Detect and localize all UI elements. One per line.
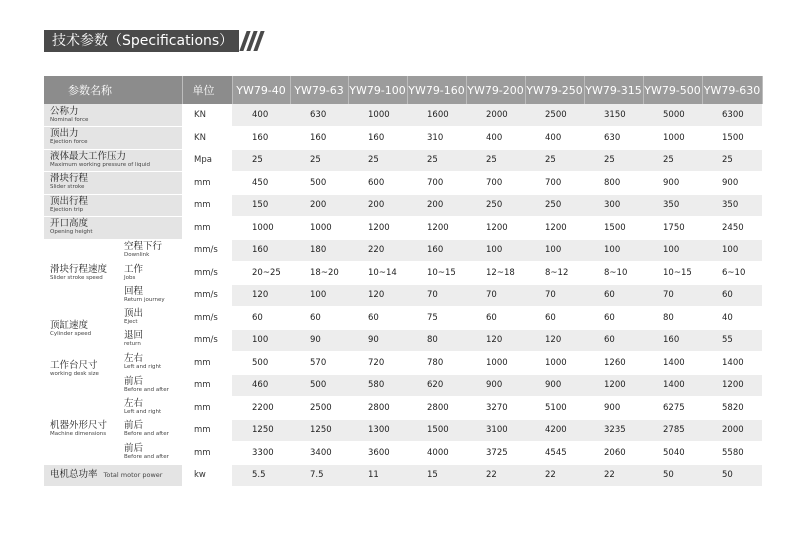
table-cell: 1000: [525, 352, 584, 375]
table-cell: 25: [525, 149, 584, 172]
table-cell: 6275: [643, 397, 702, 420]
row-sublabel: 机器外形尺寸 Machine dimensions 前后 Before and after: [44, 419, 182, 442]
row-sublabel: 滑块行程速度 Slider stroke speed 工作 Jobs: [44, 262, 182, 285]
table-cell: 200: [348, 194, 407, 217]
table-cell: 100: [525, 239, 584, 262]
table-cell: 3100: [466, 419, 525, 442]
table-cell: 8~12: [525, 262, 584, 285]
table-cell: 7.5: [290, 464, 348, 487]
table-cell: 22: [466, 464, 525, 487]
table-cell: 12~18: [466, 262, 525, 285]
row-sublabel: 顶出 Eject: [44, 307, 182, 330]
row-machine-fb2: [44, 442, 762, 465]
table-cell: 310: [407, 127, 466, 150]
table-cell: 100: [232, 329, 290, 352]
table-cell: 2800: [348, 397, 407, 420]
table-cell: 70: [466, 284, 525, 307]
group-label-cylinder-speed: 顶缸速度 Cylinder speed: [50, 319, 92, 337]
table-cell: 400: [466, 127, 525, 150]
table-cell: 25: [584, 149, 643, 172]
row-unit: Mpa: [182, 149, 232, 172]
table-cell: 400: [232, 104, 290, 127]
table-cell: 3150: [584, 104, 643, 127]
row-sublabel: 空程下行 Downlink: [44, 239, 182, 262]
table-cell: 1200: [466, 217, 525, 240]
table-cell: 1000: [290, 217, 348, 240]
table-cell: 90: [290, 329, 348, 352]
row-max-pressure: [44, 149, 762, 172]
table-cell: 250: [525, 194, 584, 217]
table-cell: 1200: [407, 217, 466, 240]
row-speed-downlink: [44, 239, 762, 262]
table-cell: 3235: [584, 419, 643, 442]
table-cell: 3300: [232, 442, 290, 465]
row-label: 液体最大工作压力 Maximum working pressure of liquid: [44, 149, 182, 172]
header-model: YW79-315: [584, 76, 643, 104]
row-slider-stroke: [44, 172, 762, 195]
table-cell: 25: [702, 149, 762, 172]
table-cell: 900: [702, 172, 762, 195]
row-sublabel: 左右 Left and right: [44, 397, 182, 420]
table-cell: 4000: [407, 442, 466, 465]
row-speed-return: [44, 284, 762, 307]
table-cell: 25: [466, 149, 525, 172]
table-cell: 6300: [702, 104, 762, 127]
row-label: 开口高度 Opening height: [44, 217, 182, 240]
table-cell: 10~14: [348, 262, 407, 285]
table-cell: 630: [290, 104, 348, 127]
table-cell: 22: [584, 464, 643, 487]
table-cell: 15: [407, 464, 466, 487]
table-cell: 60: [525, 307, 584, 330]
table-cell: 900: [525, 374, 584, 397]
table-cell: 300: [584, 194, 643, 217]
table-cell: 2200: [232, 397, 290, 420]
row-sublabel: 顶缸速度 Cylinder speed 退回 return: [44, 329, 182, 352]
table-cell: 11: [348, 464, 407, 487]
table-cell: 570: [290, 352, 348, 375]
table-cell: 8~10: [584, 262, 643, 285]
row-motor-power: [44, 464, 762, 487]
row-ejection-force: [44, 127, 762, 150]
table-cell: 25: [232, 149, 290, 172]
table-cell: 900: [643, 172, 702, 195]
row-opening-height: [44, 217, 762, 240]
table-cell: 25: [290, 149, 348, 172]
table-cell: 700: [407, 172, 466, 195]
specifications-table: [44, 76, 763, 487]
table-cell: 60: [702, 284, 762, 307]
table-cell: 100: [584, 239, 643, 262]
row-unit: mm/s: [182, 262, 232, 285]
table-cell: 1500: [584, 217, 643, 240]
table-cell: 1500: [702, 127, 762, 150]
table-cell: 60: [466, 307, 525, 330]
table-cell: 25: [643, 149, 702, 172]
table-cell: 80: [643, 307, 702, 330]
row-label: 顶出力 Ejection force: [44, 127, 182, 150]
table-cell: 100: [643, 239, 702, 262]
table-cell: 4200: [525, 419, 584, 442]
table-cell: 3270: [466, 397, 525, 420]
row-unit: mm: [182, 419, 232, 442]
table-cell: 160: [232, 239, 290, 262]
table-cell: 20~25: [232, 262, 290, 285]
table-cell: 100: [702, 239, 762, 262]
row-label: 滑块行程 Slider stroke: [44, 172, 182, 195]
row-machine-fb1: [44, 419, 762, 442]
table-cell: 1200: [525, 217, 584, 240]
header-model: YW79-63: [290, 76, 348, 104]
table-cell: 1250: [232, 419, 290, 442]
table-cell: 25: [407, 149, 466, 172]
header-model: YW79-160: [407, 76, 466, 104]
table-cell: 160: [348, 127, 407, 150]
table-cell: 100: [290, 284, 348, 307]
table-cell: 1000: [466, 352, 525, 375]
table-cell: 2450: [702, 217, 762, 240]
table-cell: 2800: [407, 397, 466, 420]
table-cell: 160: [643, 329, 702, 352]
table-cell: 160: [290, 127, 348, 150]
table-cell: 25: [348, 149, 407, 172]
table-cell: 6~10: [702, 262, 762, 285]
table-cell: 60: [584, 284, 643, 307]
header-model: YW79-630: [702, 76, 762, 104]
table-cell: 1500: [407, 419, 466, 442]
table-cell: 3600: [348, 442, 407, 465]
table-cell: 1750: [643, 217, 702, 240]
table-cell: 22: [525, 464, 584, 487]
table-cell: 1000: [232, 217, 290, 240]
table-cell: 120: [525, 329, 584, 352]
table-cell: 630: [584, 127, 643, 150]
row-label: 顶出行程 Ejection trip: [44, 194, 182, 217]
row-unit: mm: [182, 397, 232, 420]
table-cell: 75: [407, 307, 466, 330]
table-cell: 1200: [348, 217, 407, 240]
row-nominal-force: [44, 104, 762, 127]
table-cell: 1250: [290, 419, 348, 442]
table-cell: 100: [466, 239, 525, 262]
table-cell: 60: [348, 307, 407, 330]
table-cell: 1400: [643, 352, 702, 375]
row-unit: mm: [182, 194, 232, 217]
table-cell: 200: [290, 194, 348, 217]
row-unit: mm/s: [182, 329, 232, 352]
table-cell: 720: [348, 352, 407, 375]
table-cell: 70: [643, 284, 702, 307]
header-model: YW79-200: [466, 76, 525, 104]
table-cell: 60: [232, 307, 290, 330]
row-unit: mm/s: [182, 307, 232, 330]
row-sublabel: 回程 Return journey: [44, 284, 182, 307]
table-cell: 800: [584, 172, 643, 195]
table-cell: 5580: [702, 442, 762, 465]
table-cell: 50: [643, 464, 702, 487]
table-cell: 4545: [525, 442, 584, 465]
table-cell: 2000: [466, 104, 525, 127]
table-cell: 70: [407, 284, 466, 307]
table-cell: 5000: [643, 104, 702, 127]
table-cell: 250: [466, 194, 525, 217]
table-cell: 5100: [525, 397, 584, 420]
table-cell: 1200: [584, 374, 643, 397]
table-cell: 1200: [702, 374, 762, 397]
table-cell: 160: [407, 239, 466, 262]
table-cell: 1000: [643, 127, 702, 150]
table-cell: 2000: [702, 419, 762, 442]
table-cell: 120: [466, 329, 525, 352]
table-cell: 10~15: [407, 262, 466, 285]
row-unit: mm/s: [182, 284, 232, 307]
table-cell: 700: [466, 172, 525, 195]
row-unit: mm/s: [182, 239, 232, 262]
header-param: 参数名称: [44, 76, 182, 104]
section-title: 技术参数（Specifications）: [44, 30, 239, 52]
table-cell: 460: [232, 374, 290, 397]
table-cell: 55: [702, 329, 762, 352]
group-label-desk-size: 工作台尺寸 working desk size: [50, 360, 99, 377]
header-unit: 单位: [182, 76, 232, 104]
row-cylinder-return: [44, 329, 762, 352]
decorative-slashes: [243, 30, 264, 52]
table-cell: 40: [702, 307, 762, 330]
table-cell: 60: [584, 307, 643, 330]
table-cell: 400: [525, 127, 584, 150]
table-cell: 500: [290, 374, 348, 397]
table-cell: 50: [702, 464, 762, 487]
table-cell: 10~15: [643, 262, 702, 285]
row-unit: KN: [182, 127, 232, 150]
section-heading: [44, 30, 304, 52]
table-cell: 1600: [407, 104, 466, 127]
table-cell: 900: [584, 397, 643, 420]
table-cell: 350: [643, 194, 702, 217]
table-cell: 580: [348, 374, 407, 397]
table-cell: 700: [525, 172, 584, 195]
table-cell: 150: [232, 194, 290, 217]
header-row: [44, 76, 762, 104]
table-cell: 2500: [290, 397, 348, 420]
table-cell: 180: [290, 239, 348, 262]
table-cell: 5.5: [232, 464, 290, 487]
row-desk-lr: [44, 352, 762, 375]
table-cell: 780: [407, 352, 466, 375]
row-unit: kw: [182, 464, 232, 487]
row-machine-lr: [44, 397, 762, 420]
table-cell: 60: [290, 307, 348, 330]
table-cell: 60: [584, 329, 643, 352]
table-cell: 70: [525, 284, 584, 307]
row-unit: KN: [182, 104, 232, 127]
header-model: YW79-40: [232, 76, 290, 104]
row-unit: mm: [182, 442, 232, 465]
row-unit: mm: [182, 217, 232, 240]
group-label-slider-speed: 滑块行程速度 Slider stroke speed: [50, 264, 108, 281]
table-cell: 3725: [466, 442, 525, 465]
row-unit: mm: [182, 172, 232, 195]
table-cell: 5040: [643, 442, 702, 465]
table-cell: 2785: [643, 419, 702, 442]
table-cell: 500: [232, 352, 290, 375]
table-cell: 2060: [584, 442, 643, 465]
row-unit: mm: [182, 352, 232, 375]
header-model: YW79-100: [348, 76, 407, 104]
table-cell: 1400: [643, 374, 702, 397]
table-cell: 5820: [702, 397, 762, 420]
table-cell: 160: [232, 127, 290, 150]
table-cell: 600: [348, 172, 407, 195]
header-model: YW79-250: [525, 76, 584, 104]
row-sublabel: 前后 Before and after: [44, 442, 182, 465]
row-sublabel: 前后 Before and after: [44, 374, 182, 397]
row-label: 公称力 Nominal force: [44, 104, 182, 127]
table-cell: 1300: [348, 419, 407, 442]
table-cell: 18~20: [290, 262, 348, 285]
table-cell: 500: [290, 172, 348, 195]
table-cell: 220: [348, 239, 407, 262]
table-cell: 120: [232, 284, 290, 307]
table-cell: 3400: [290, 442, 348, 465]
table-cell: 350: [702, 194, 762, 217]
table-cell: 1000: [348, 104, 407, 127]
table-cell: 2500: [525, 104, 584, 127]
table-cell: 90: [348, 329, 407, 352]
table-cell: 80: [407, 329, 466, 352]
table-cell: 450: [232, 172, 290, 195]
group-label-machine-dims: 机器外形尺寸 Machine dimensions: [50, 419, 108, 437]
table-cell: 200: [407, 194, 466, 217]
row-ejection-trip: [44, 194, 762, 217]
row-speed-jobs: [44, 262, 762, 285]
row-unit: mm: [182, 374, 232, 397]
table-cell: 900: [466, 374, 525, 397]
row-label: 电机总功率 Total motor power: [44, 464, 182, 487]
header-model: YW79-500: [643, 76, 702, 104]
row-desk-fb: [44, 374, 762, 397]
table-cell: 120: [348, 284, 407, 307]
table-cell: 620: [407, 374, 466, 397]
table-cell: 1260: [584, 352, 643, 375]
row-sublabel: 工作台尺寸 working desk size 左右 Left and right: [44, 352, 182, 375]
row-cylinder-eject: [44, 307, 762, 330]
table-cell: 1400: [702, 352, 762, 375]
